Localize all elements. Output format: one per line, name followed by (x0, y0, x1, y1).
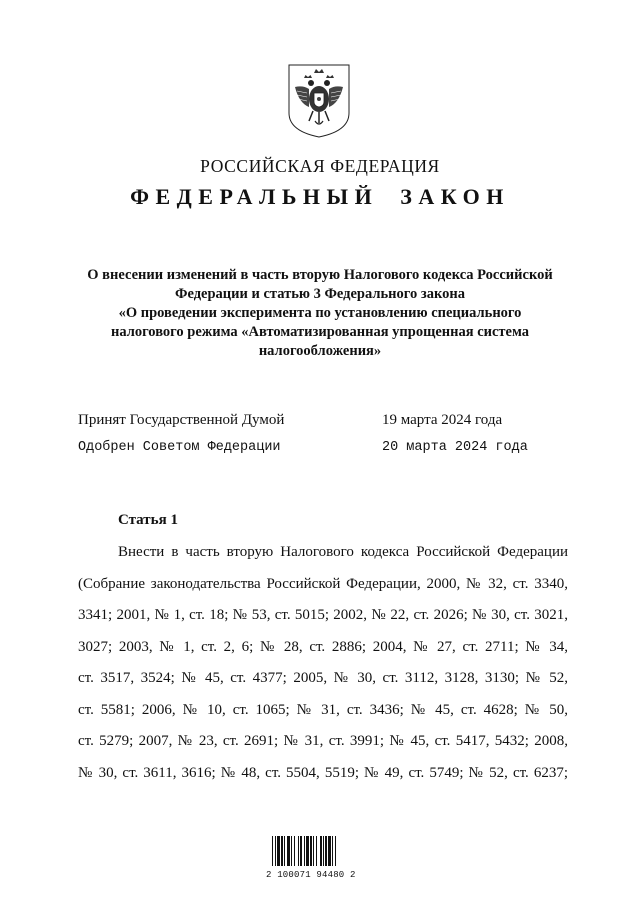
barcode-bar (332, 836, 333, 866)
barcode-bar (313, 836, 314, 866)
council-approval-date: 20 марта 2024 года (382, 440, 528, 455)
barcode-bar (291, 836, 292, 866)
article-body (78, 541, 568, 793)
duma-approval-label: Принят Государственной Думой (78, 412, 285, 428)
subject-line: «О проведении эксперимента по установлению специального (118, 305, 522, 321)
barcode-bar (306, 836, 309, 866)
body-line: № 30, ст. 3611, 3616; № 48, ст. 5504, 5519; № 49, ст. 5749; № 52, ст. 6237; (78, 764, 568, 781)
country-name: РОССИЙСКАЯ ФЕДЕРАЦИЯ (200, 156, 440, 176)
subject-line: налогового режима «Автоматизированная упрощенная система (110, 324, 530, 340)
barcode-bar (284, 836, 285, 866)
body-line: (Собрание законодательства Российской Федерации, 2000, № 32, ст. 3340, (78, 575, 568, 592)
barcode-bar (335, 836, 336, 866)
barcode-digits: 2 100071 94480 2 (266, 870, 356, 880)
duma-approval-date: 19 марта 2024 года (382, 412, 503, 428)
subject-line: налогообложения» (258, 343, 382, 359)
body-line: ст. 5279; 2007, № 23, ст. 2691; № 31, ст. 3991; № 45, ст. 5417, 5432; 2008, (78, 733, 568, 749)
body-line: 3341; 2001, № 1, ст. 18; № 53, ст. 5015; 2002, № 22, ст. 2026; № 30, ст. 3021, (78, 607, 568, 623)
article-title: Статья 1 (118, 512, 178, 528)
barcode-bar (275, 836, 276, 866)
barcode-bar (325, 836, 327, 866)
council-approval-label: Одобрен Советом Федерации (78, 440, 281, 455)
body-line: 3027; 2003, № 1, ст. 2, 6; № 28, ст. 2886; 2004, № 27, ст. 2711; № 34, (78, 638, 568, 655)
barcode-bar (310, 836, 312, 866)
barcode-bar (277, 836, 280, 866)
barcode-bar (304, 836, 305, 866)
barcode-bar (300, 836, 302, 866)
barcode-bar (323, 836, 324, 866)
document-type-title: ФЕДЕРАЛЬНЫЙ ЗАКОН (130, 184, 510, 209)
subject-line: Федерации и статью 3 Федерального закона (175, 286, 465, 302)
body-line: Внести в часть вторую Налогового кодекса Российской Федерации (118, 544, 568, 560)
barcode-bar (298, 836, 299, 866)
barcode-bar (281, 836, 283, 866)
barcode-bar (287, 836, 290, 866)
subject-line: О внесении изменений в часть вторую Налогового кодекса Российской (87, 267, 553, 283)
barcode-bar (328, 836, 331, 866)
barcode-bar (320, 836, 322, 866)
body-line: ст. 3517, 3524; № 45, ст. 4377; 2005, № 30, ст. 3112, 3128, 3130; № 52, (78, 670, 568, 686)
barcode-bar (316, 836, 317, 866)
barcode-bar (294, 836, 295, 866)
coat-of-arms-icon (287, 63, 351, 139)
barcode-bar (272, 836, 273, 866)
law-subject (60, 266, 580, 361)
body-line: ст. 5581; 2006, № 10, ст. 1065; № 31, ст. 3436; № 45, ст. 4628; № 50, (78, 701, 568, 718)
